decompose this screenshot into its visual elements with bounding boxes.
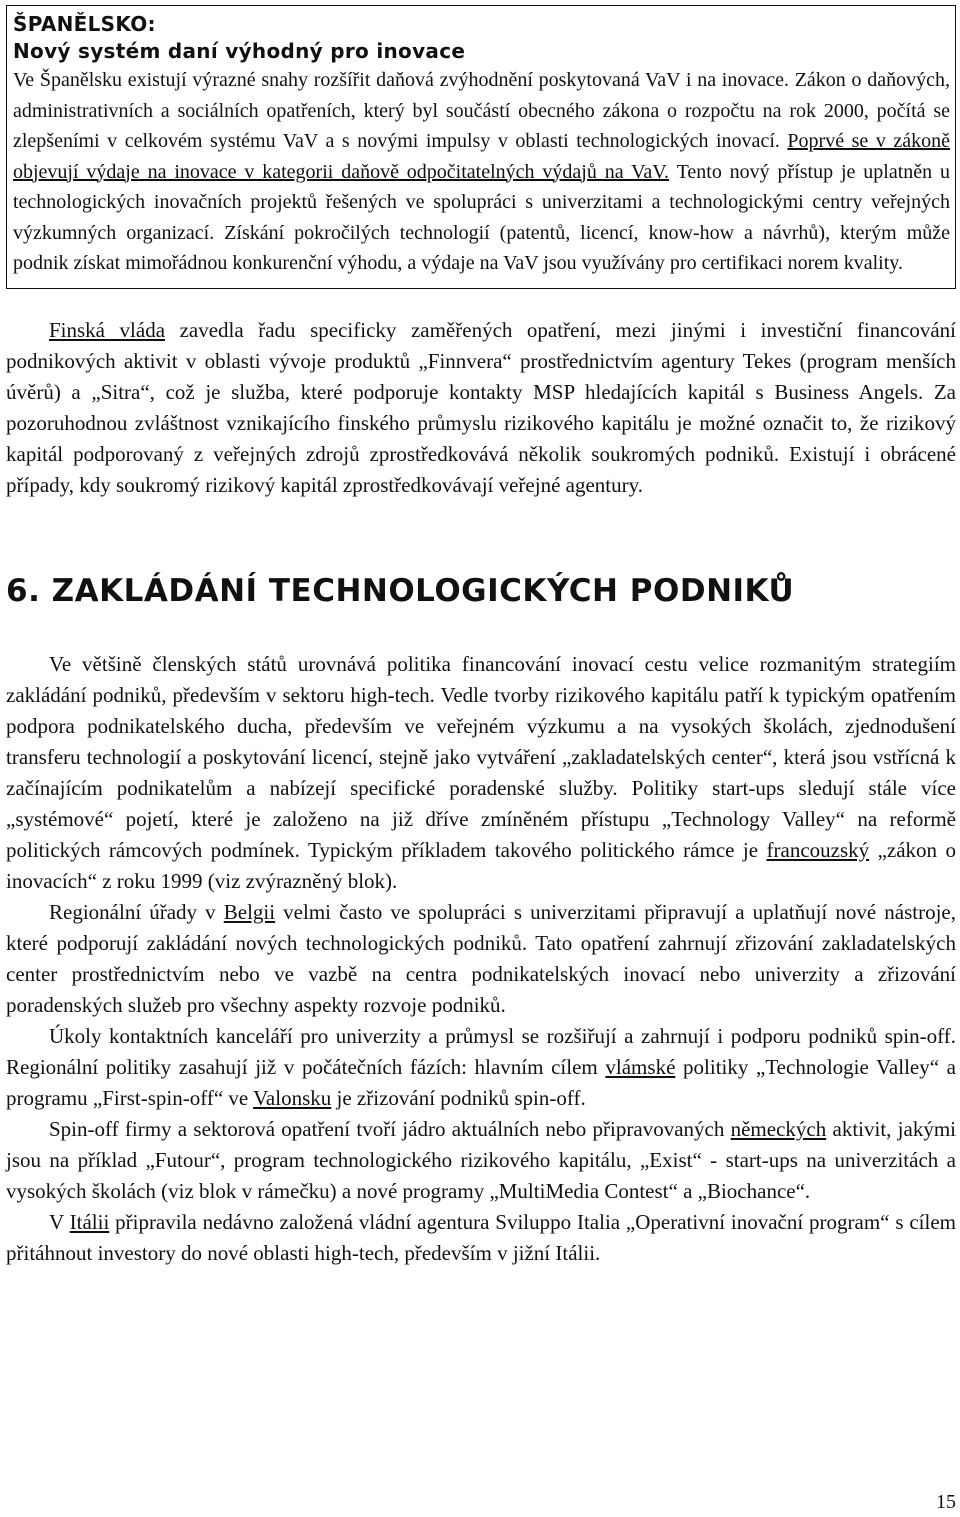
paragraph-4-text-a: Spin-off firmy a sektorová opatření tvoří jádro aktuálních nebo připravovaných <box>49 1116 731 1141</box>
box-title-country: ŠPANĚLSKO: <box>13 12 156 36</box>
paragraph-3-text-b: politiky „Technologie Valley“ a programu „First-spin-off“ ve <box>6 1054 957 1110</box>
finland-link-text: Finská vláda <box>49 317 166 342</box>
paragraph-5-underlined: Itálii <box>69 1209 110 1234</box>
paragraph-3-underlined-1: vlámské <box>605 1054 676 1079</box>
paragraph-5 <box>6 1207 956 1269</box>
paragraph-2-text-a: Regionální úřady v <box>49 899 224 924</box>
highlighted-box-spain <box>6 5 956 289</box>
document-page <box>6 0 956 1269</box>
finland-section <box>6 315 956 501</box>
paragraph-4-text-b: aktivit, jakými jsou na příklad „Futour“, program technologického rizikového kapitálu, „Exist“ - start-ups na univerzitách a vysokých školách (viz blok v rámečku) a nové programy „MultiMedia Contest“ a „Biochance“. <box>6 1116 957 1203</box>
paragraph-5-text-a: V <box>49 1209 70 1234</box>
paragraph-5-text-b: připravila nedávno založená vládní agentura Sviluppo Italia „Operativní inovační program“ s cílem přitáhnout investory do nové oblasti high-tech, především v jižní Itálii. <box>6 1209 956 1265</box>
paragraph-2-underlined: Belgii <box>223 899 276 924</box>
section-6-body <box>6 649 956 1269</box>
finland-text: zavedla řadu specificky zaměřených opatření, mezi jinými i investiční financování podnikových aktivit v oblasti vývoje produktů „Finnvera“ prostřednictvím agentury Tekes (program menších úvěrů) a „Sitra“, což je služba, které podporuje kontakty MSP hledajících kapitál s Business Angels. Za pozoruhodnou zvláštnost vznikajícího finského průmyslu rizikového kapitálu je možné označit to, že rizikový kapitál podporovaný z veřejných zdrojů zprostředkovává několik soukromých podniků. Existují i obrácené případy, kdy soukromý rizikový kapitál zprostředkovávají veřejné agentury. <box>6 317 956 497</box>
box-title-main: Nový systém daní výhodný pro inovace <box>13 39 466 63</box>
paragraph-4-underlined: německých <box>730 1116 827 1141</box>
paragraph-1-text-a: Ve většině členských států urovnává politika financování inovací cestu velice rozmanitým strategiím zakládání podniků, především v sektoru high-tech. Vedle tvorby rizikového kapitálu patří k typickým opatřením podpora podnikatelského ducha, především ve veřejném výzkumu a na vysokých školách, zjednodušení transferu technologií a poskytování licencí, stejně jako vytváření „zakladatelských center“, která jsou vstřícná k začínajícím podnikatelům a nabízejí specifické poradenské služby. Politiky start-ups sledují stále více „systémové“ pojetí, které je založeno na již dříve zmíněném přístupu „Technology Valley“ na reformě politických rámcových podmínek. Typickým příkladem takového politického rámce je <box>6 651 956 862</box>
paragraph-3-text-a: Úkoly kontaktních kanceláří pro univerzity a průmysl se rozšiřují a zahrnují i podporu podniků spin-off. Regionální politiky zasahují již v počátečních fázích: hlavním cílem <box>6 1023 956 1079</box>
paragraph-1-text-b: „zákon o inovacích“ z roku 1999 (viz zvýrazněný blok). <box>6 837 956 893</box>
box-text-underlined: Poprvé se v zákoně objevují výdaje na inovace v kategorii daňově odpočitatelných výdajů na VaV. <box>13 130 950 183</box>
box-text-part-1: Ve Španělsku existují výrazné snahy rozšířit daňová zvýhodnění poskytovaná VaV i na inovace. Zákon o daňových, administrativních a sociálních opatřeních, který byl součástí obecného zákona o rozpočtu na rok 2000, počítá se zlepšeními v celkovém systému VaV a s novými impulsy v oblasti technologických inovací. <box>13 69 950 152</box>
paragraph-1-underlined: francouzský <box>766 837 870 862</box>
box-paragraph <box>13 65 950 279</box>
finland-paragraph <box>6 315 956 501</box>
paragraph-3-underlined-2: Valonsku <box>253 1085 332 1110</box>
paragraph-2-text-b: velmi často ve spolupráci s univerzitami připravují a uplatňují nové nástroje, které podporují zakládání nových technologických podniků. Tato opatření zahrnují zřizování zakladatelských center prostřednictvím nebo ve vazbě na centra podnikatelských inovací nebo univerzity a zřizování poradenských služeb pro všechny aspekty rozvoje podniků. <box>6 899 956 1017</box>
paragraph-2 <box>6 897 956 1021</box>
page-number: 15 <box>936 1491 956 1513</box>
paragraph-1 <box>6 649 956 897</box>
section-heading: 6. ZAKLÁDÁNÍ TECHNOLOGICKÝCH PODNIKŮ <box>6 572 795 609</box>
box-text-part-2: Tento nový přístup je uplatněn u technologických inovačních projektů řešených ve spolupráci s univerzitami a technologickými centry veřejných výzkumných organizací. Získání pokročilých technologií (patentů, licencí, know-how a návrhů), kterým může podnik získat mimořádnou konkurenční výhodu, a výdaje na VaV jsou využívány pro certifikaci norem kvality. <box>13 160 950 274</box>
paragraph-3 <box>6 1021 956 1114</box>
paragraph-4 <box>6 1114 956 1207</box>
paragraph-3-text-c: je zřizování podniků spin-off. <box>331 1085 586 1110</box>
